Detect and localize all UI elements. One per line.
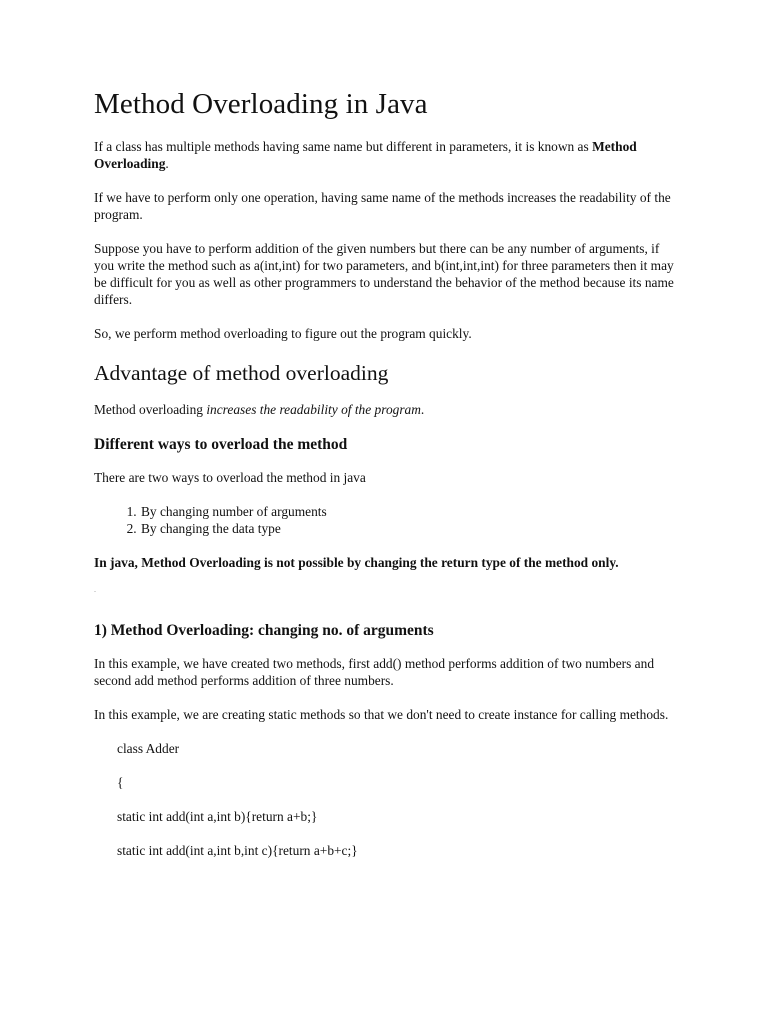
list-item: 1. By changing number of arguments	[140, 503, 674, 520]
ways-list	[94, 503, 674, 537]
stray-dot: .	[94, 585, 96, 594]
intro-text: If a class has multiple methods having same name but different in parameters, it is known as	[94, 139, 589, 154]
intro-term: Method Overloading	[94, 139, 637, 171]
ways-intro: There are two ways to overload the method in java	[94, 470, 366, 485]
ways-heading: Different ways to overload the method	[94, 436, 348, 453]
section1-heading: 1) Method Overloading: changing no. of arguments	[94, 622, 434, 639]
page-title: Method Overloading in Java	[94, 88, 428, 120]
intro-end: .	[165, 156, 169, 171]
document-page	[94, 86, 674, 876]
intro-paragraph	[94, 138, 674, 172]
readability-paragraph: If we have to perform only one operation, having same name of the methods increases the readability of the program.	[94, 190, 671, 222]
advantage-heading: Advantage of method overloading	[94, 361, 389, 385]
advantage-emphasis: increases the readability of the program	[206, 402, 421, 417]
advantage-text: Method overloading	[94, 402, 203, 417]
return-type-note: In java, Method Overloading is not possible by changing the return type of the method only.	[94, 555, 619, 570]
code-block	[94, 740, 674, 859]
advantage-paragraph	[94, 401, 674, 418]
code-line: static int add(int a,int b){return a+b;}	[117, 809, 318, 824]
section1-paragraph-2: In this example, we are creating static methods so that we don't need to create instance for calling methods.	[94, 707, 669, 722]
advantage-end: .	[420, 402, 425, 417]
code-line: {	[117, 775, 124, 790]
list-item: 2. By changing the data type	[140, 520, 674, 537]
section1-paragraph-1: In this example, we have created two methods, first add() method performs addition of two numbers and second add method performs addition of three numbers.	[94, 656, 655, 688]
code-line: static int add(int a,int b,int c){return a+b+c;}	[117, 843, 358, 858]
code-line: class Adder	[117, 741, 180, 756]
example-paragraph: Suppose you have to perform addition of the given numbers but there can be any number of arguments, if you write the method such as a(int,int) for two parameters, and b(int,int,int) for three parameters then it may be difficult for you as well as other programmers to understand the behavior of the method because its name differs.	[94, 241, 674, 307]
summary-paragraph: So, we perform method overloading to figure out the program quickly.	[94, 326, 472, 341]
